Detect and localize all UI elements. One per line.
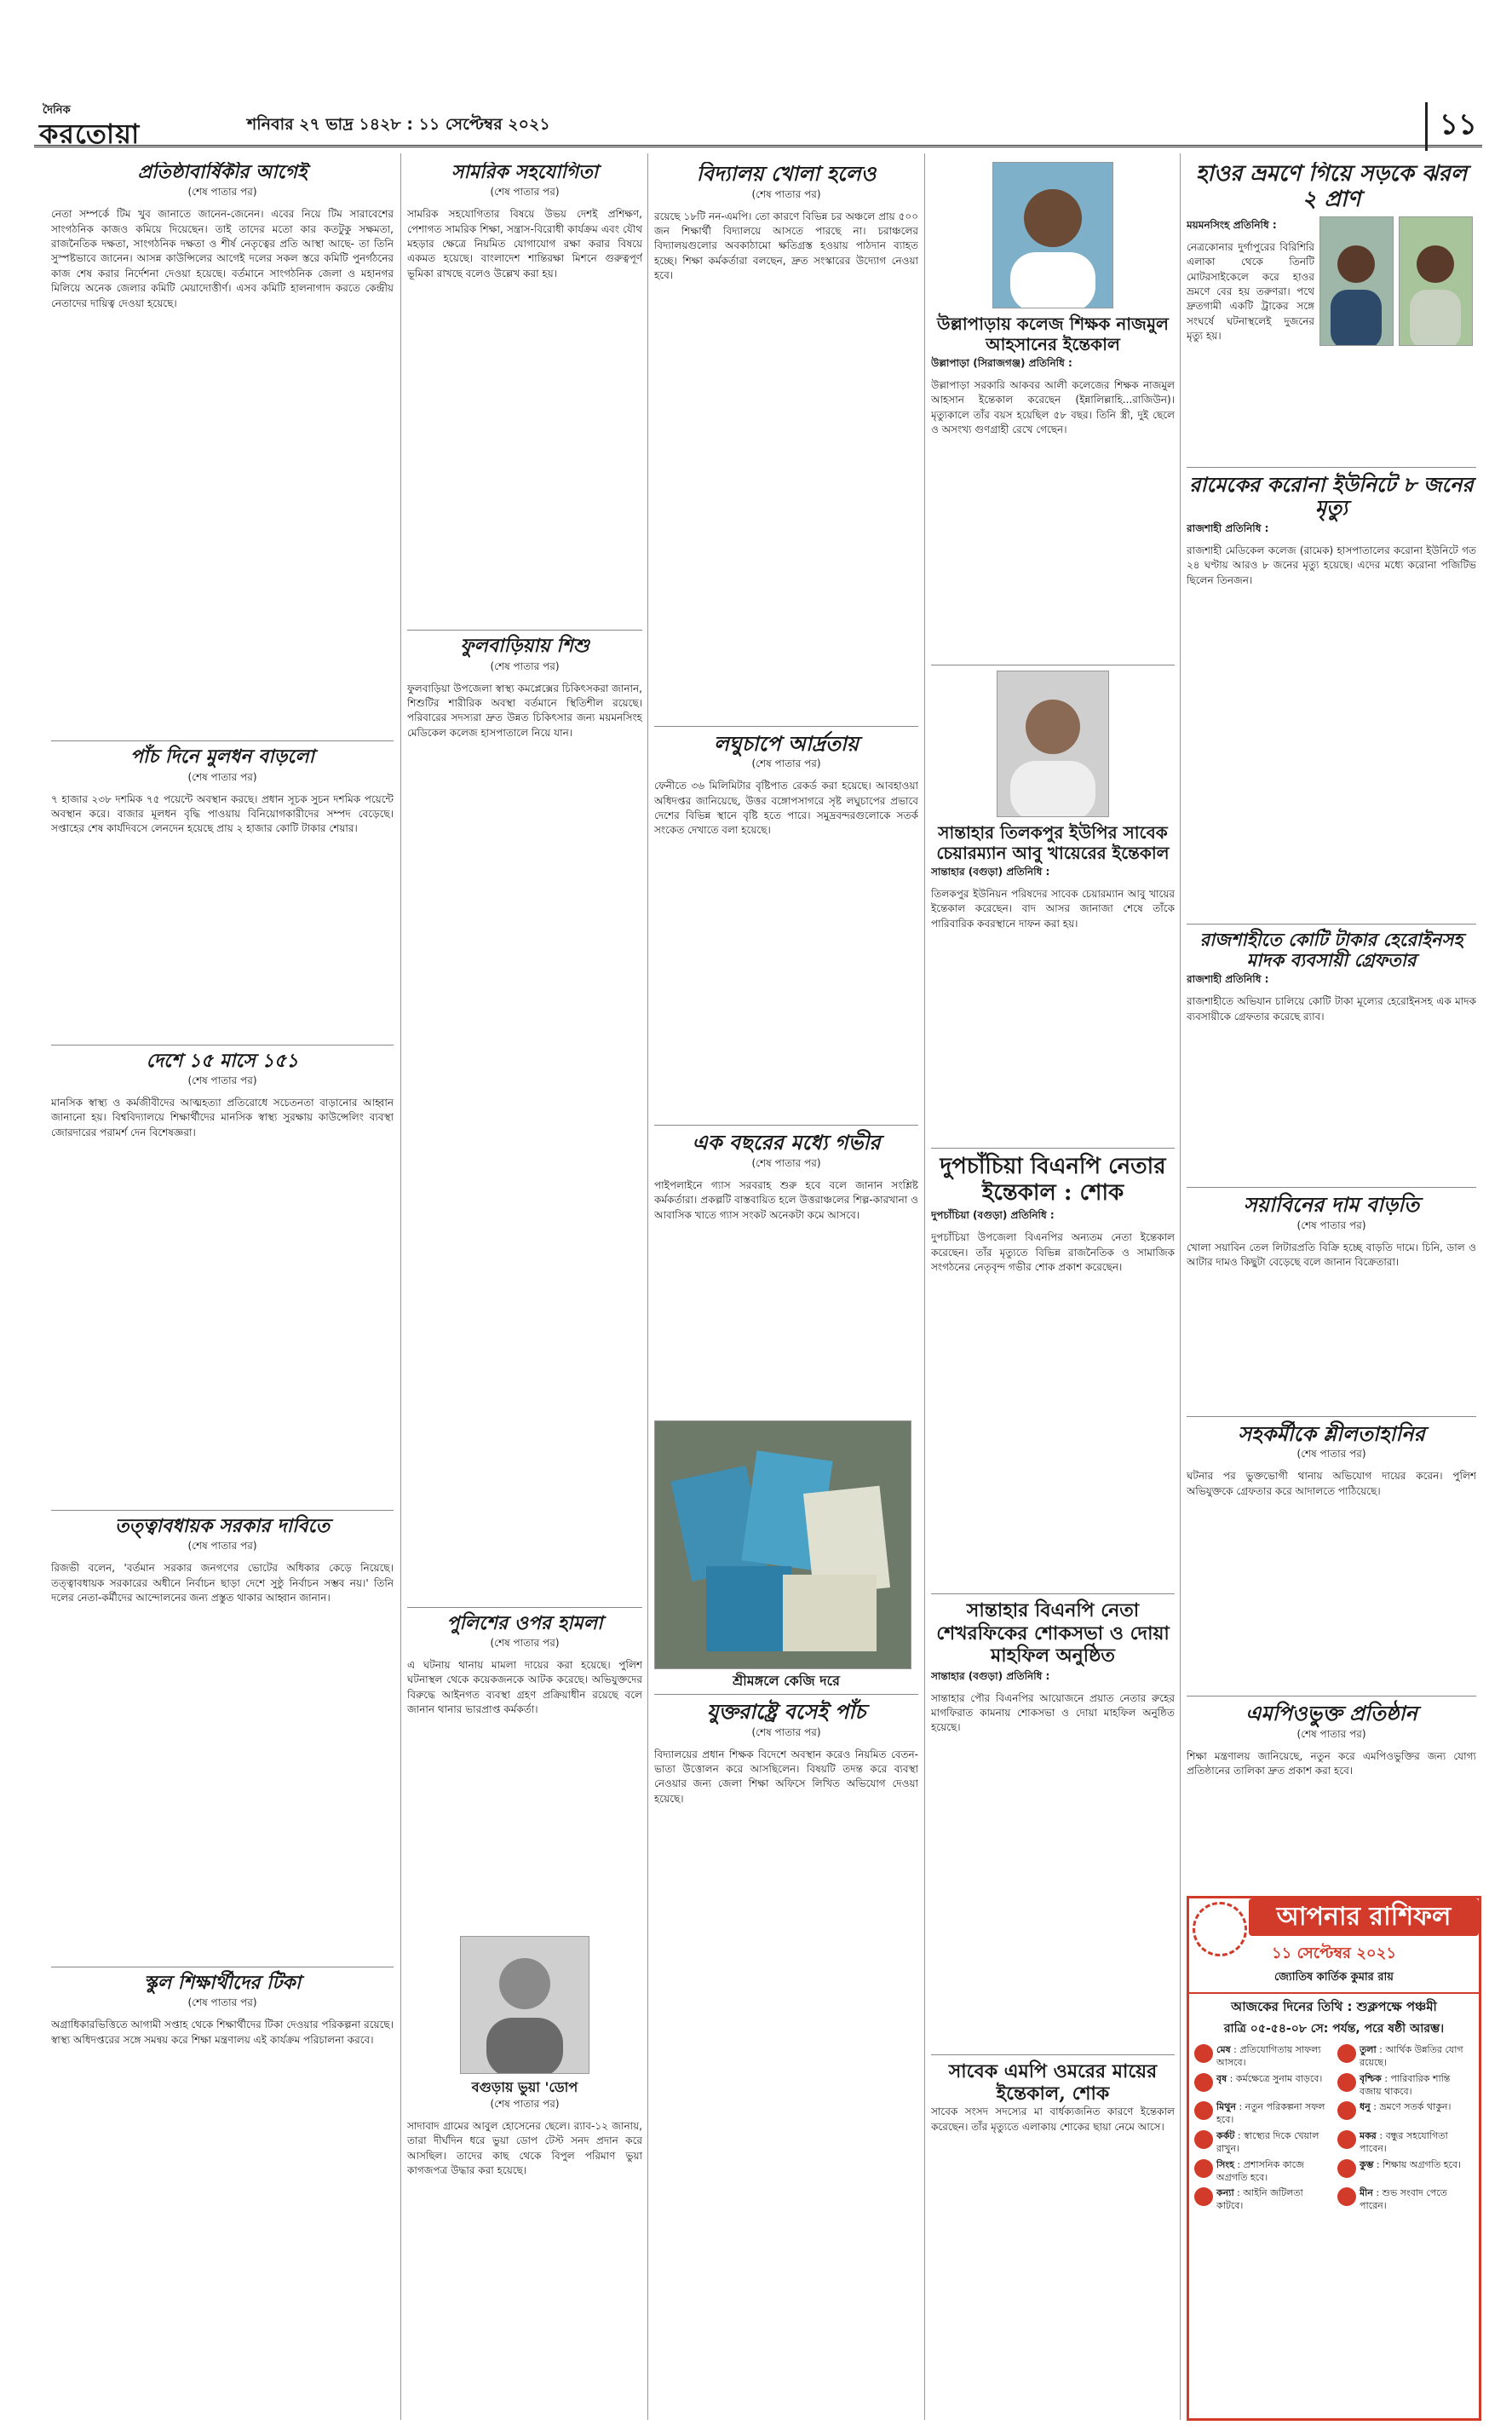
headline: সহকর্মীকে শ্লীলতাহানির xyxy=(1238,1420,1425,1446)
zodiac-text: আইনি জটিলতা কাটবে। xyxy=(1216,2187,1303,2212)
article-body: খোলা সয়াবিন তেল লিটারপ্রতি বিক্রি হচ্ছে বাড়তি দামে। চিনি, ডাল ও আটার দামও কিছুটা বেড়েছে বলে জানান বিক্রেতারা। xyxy=(1187,1241,1476,1269)
zodiac-text: ভ্রমণে সতর্ক থাকুন। xyxy=(1379,2101,1452,2113)
zodiac-wheel-icon xyxy=(1193,1902,1247,1956)
column-2 xyxy=(407,162,642,2420)
logo-small: দৈনিক xyxy=(43,104,71,117)
article-body: বিদ্যালয়ের প্রধান শিক্ষক বিদেশে অবস্থান করেও নিয়মিত বেতন-ভাতা উত্তোলন করে আসছিলেন। বিষয়টি তদন্ত করে ব্যবস্থা নেওয়ার জন্য জেলা শিক্ষা অফিসে লিখিত অভিযোগ দেওয়া হয়েছে। xyxy=(654,1748,918,1805)
article-a3 xyxy=(51,1051,394,1505)
zodiac-text: নতুন পরিকল্পনা সফল হবে। xyxy=(1216,2101,1325,2126)
article-body: ঘটনার পর ভুক্তভোগী থানায় অভিযোগ দায়ের করেন। পুলিশ অভিযুক্তকে গ্রেফতার করে আদালতে পাঠিয়েছে। xyxy=(1187,1470,1476,1497)
continuation: (শেষ পাতার পর) xyxy=(490,186,560,199)
zodiac-item: তুলা : আর্থিক উন্নতির যোগ রয়েছে। xyxy=(1337,2044,1474,2070)
column-rule xyxy=(647,153,648,2420)
newspaper-logo xyxy=(34,102,230,150)
zodiac-text: বন্ধুর সহযোগিতা পাবেন। xyxy=(1360,2130,1448,2154)
article-a2 xyxy=(51,746,394,1039)
article-body: রয়েছে ১৮টি নন-এমপি। তো কারণে বিভিন্ন চর অঞ্চলে প্রায় ৫০০ জন শিক্ষার্থী বিদ্যালয়ে আসতে পারছে না। চরাঞ্চলের বিদ্যালয়গুলোর অবকাঠামো ক্ষতিগ্রস্ত হওয়ায় পাঠদান ব্যাহত হচ্ছে। শিক্ষা কর্মকর্তারা বলছেন, দ্রুত সংস্কারের উদ্যোগ নেওয়া হবে। xyxy=(654,210,918,282)
zodiac-name: মীন xyxy=(1360,2187,1373,2199)
zodiac-item: মীন : শুভ সংবাদ পেতে পারেন। xyxy=(1337,2187,1474,2213)
zodiac-sign-icon xyxy=(1194,2130,1213,2149)
person-photo xyxy=(460,1936,589,2074)
zodiac-grid xyxy=(1189,2044,1479,2213)
zodiac-name: বৃষ xyxy=(1216,2072,1227,2084)
dateline-local: দুপচাঁচিয়া (বগুড়া) প্রতিনিধি : xyxy=(931,1209,1055,1222)
article-body: মানসিক স্বাস্থ্য ও কর্মজীবীদের আত্মহত্যা প্রতিরোধে সচেতনতা বাড়ানোর আহ্বান জানানো হয়। বিশ্ববিদ্যালয়ে শিক্ষার্থীদের মানসিক স্বাস্থ্য সুরক্ষায় কাউন্সেলিং ব্যবস্থা জোরদারের পরামর্শ দেন বিশেষজ্ঞরা। xyxy=(51,1096,394,1138)
continuation: (শেষ পাতার পর) xyxy=(751,187,821,200)
headline: ফুলবাড়িয়ায় শিশু xyxy=(460,635,589,658)
continuation: (শেষ পাতার পর) xyxy=(490,2098,560,2111)
headline: হাওর ভ্রমণে গিয়ে সড়কে ঝরল ২ প্রাণ xyxy=(1195,162,1468,212)
zodiac-text: কর্মক্ষেত্রে সুনাম বাড়বে। xyxy=(1235,2072,1323,2084)
zodiac-text: প্রতিযোগিতায় সাফল্য আসবে। xyxy=(1216,2044,1321,2068)
zodiac-item: কুম্ভ : শিক্ষায় অগ্রগতি হবে। xyxy=(1337,2159,1474,2185)
zodiac-item: ধনু : ভ্রমণে সতর্ক থাকুন। xyxy=(1337,2101,1474,2127)
zodiac-sign-icon xyxy=(1337,2130,1356,2149)
dateline-local: রাজশাহী প্রতিনিধি : xyxy=(1187,973,1269,986)
article-body: উল্লাপাড়া সরকারি আকবর আলী কলেজের শিক্ষক নাজমুল আহসান ইন্তেকাল করেছেন (ইন্নালিল্লাহি...রাজিউন)। মৃত্যুকালে তাঁর বয়স হয়েছিল ৫৮ বছর। তিনি স্ত্রী, দুই ছেলে ও অসংখ্য গুণগ্রাহী রেখে গেছেন। xyxy=(931,379,1175,436)
headline: পুলিশের ওপর হামলা xyxy=(446,1611,603,1634)
zodiac-text: স্বাস্থ্যের দিকে খেয়াল রাখুন। xyxy=(1216,2130,1319,2154)
continuation: (শেষ পাতার পর) xyxy=(490,1636,560,1649)
continuation: (শেষ পাতার পর) xyxy=(187,186,257,199)
article-e6 xyxy=(1187,1702,1476,1886)
logo-big: করতোয়া xyxy=(39,118,141,150)
horoscope-box xyxy=(1187,1896,1481,2421)
dateline: শনিবার ২৭ ভাদ্র ১৪২৮ : ১১ সেপ্টেম্বর ২০২১ xyxy=(247,115,550,134)
article-d5 xyxy=(931,2060,1175,2420)
continuation: (শেষ পাতার পর) xyxy=(187,1996,257,2009)
article-c4 xyxy=(654,1700,918,2157)
zodiac-name: বৃশ্চিক xyxy=(1360,2072,1382,2084)
headline: রামেকের করোনা ইউনিটে ৮ জনের মৃত্যু xyxy=(1189,471,1474,521)
masthead xyxy=(34,101,1482,150)
continuation: (শেষ পাতার পর) xyxy=(1296,1448,1366,1460)
zodiac-sign-icon xyxy=(1194,2187,1213,2206)
article-body: অগ্রাধিকারভিত্তিতে আগামী সপ্তাহ থেকে শিক্ষার্থীদের টিকা দেওয়ার পরিকল্পনা রয়েছে। স্বাস্থ্য অধিদপ্তরের সঙ্গে সমন্বয় করে শিক্ষা মন্ত্রণালয় এই কার্যক্রম পরিচালনা করবে। xyxy=(51,2019,394,2046)
column-5 xyxy=(1187,162,1476,1887)
zodiac-item: বৃষ : কর্মক্ষেত্রে সুনাম বাড়বে। xyxy=(1194,2073,1331,2099)
article-body: তিলকপুর ইউনিয়ন পরিষদের সাবেক চেয়ারম্যান আবু খায়ের ইন্তেকাল করেছেন। বাদ আসর জানাজা শেষে তাঁকে পারিবারিক কবরস্থানে দাফন করা হয়। xyxy=(931,888,1175,930)
victim-photo xyxy=(1319,216,1394,346)
headline: সামরিক সহযোগিতা xyxy=(451,162,599,183)
zodiac-sign-icon xyxy=(1337,2159,1356,2178)
horoscope-author: জ্যোতিষ কার্তিক কুমার রায় xyxy=(1274,1971,1394,1984)
headline: স্কুল শিক্ষার্থীদের টিকা xyxy=(143,1972,302,1995)
person-silhouette-icon xyxy=(461,1937,589,2073)
headline: এক বছরের মধ্যে গভীর xyxy=(692,1130,881,1155)
person-photo xyxy=(992,162,1113,308)
zodiac-name: কুম্ভ xyxy=(1360,2158,1374,2170)
headline: দুপচাঁচিয়া বিএনপি নেতার ইন্তেকাল : শোক xyxy=(940,1154,1166,1207)
headline: দেশে ১৫ মাসে ১৫১ xyxy=(146,1049,299,1072)
zodiac-name: মিথুন xyxy=(1216,2101,1236,2113)
zodiac-sign-icon xyxy=(1337,2073,1356,2092)
dateline-local: সান্তাহার (বগুড়া) প্রতিনিধি : xyxy=(931,1669,1050,1682)
article-a4 xyxy=(51,1516,394,1962)
headline: যুক্তরাষ্ট্রে বসেই পাঁচ xyxy=(706,1698,866,1724)
zodiac-sign-icon xyxy=(1337,2187,1356,2206)
column-4 xyxy=(931,162,1175,2420)
article-body: দুপচাঁচিয়া উপজেলা বিএনপির অন্যতম নেতা ইন্তেকাল করেছেন। তাঁর মৃত্যুতে বিভিন্ন রাজনৈতিক ও সামাজিক সংগঠনের নেতৃবৃন্দ গভীর শোক প্রকাশ করেছেন। xyxy=(931,1231,1175,1274)
article-body: রিজভী বলেন, 'বর্তমান সরকার জনগণের ভোটের অধিকার কেড়ে নিয়েছে। তত্ত্বাবধায়ক সরকারের অধীনে নির্বাচন ছাড়া দেশে সুষ্ঠু নির্বাচন সম্ভব নয়।' তিনি দলের নেতা-কর্মীদের আন্দোলনের জন্য প্রস্তুত থাকার আহ্বান জানান। xyxy=(51,1562,394,1604)
zodiac-item: কন্যা : আইনি জটিলতা কাটবে। xyxy=(1194,2187,1331,2213)
continuation: (শেষ পাতার পর) xyxy=(751,758,821,770)
column-3 xyxy=(654,162,918,2420)
article-e1 xyxy=(1187,162,1476,462)
article-body: পাইপলাইনে গ্যাস সরবরাহ শুরু হবে বলে জানান সংশ্লিষ্ট কর্মকর্তারা। প্রকল্পটি বাস্তবায়িত হলে উত্তরাঞ্চলের শিল্প-কারখানা ও আবাসিক খাতে গ্যাস সংকট অনেকটা কমে আসবে। xyxy=(654,1178,918,1221)
article-c1 xyxy=(654,162,918,721)
zodiac-name: ধনু xyxy=(1360,2101,1371,2113)
article-b3 xyxy=(407,1613,642,1931)
article-b1 xyxy=(407,162,642,625)
continuation: (শেষ পাতার পর) xyxy=(187,1540,257,1552)
dateline-local: সান্তাহার (বগুড়া) প্রতিনিধি : xyxy=(931,866,1050,878)
column-rule xyxy=(1180,153,1181,2420)
article-e2 xyxy=(1187,473,1476,919)
article-body: ফেনীতে ৩৬ মিলিমিটার বৃষ্টিপাত রেকর্ড করা হয়েছে। আবহাওয়া অধিদপ্তর জানিয়েছে, উত্তর বঙ্গোপসাগরে সৃষ্ট লঘুচাপের প্রভাবে দেশের বিভিন্ন স্থানে বৃষ্টি হতে পারে। সমুদ্রবন্দরগুলোকে সতর্ক সংকেত দেখাতে বলা হয়েছে। xyxy=(654,780,918,837)
headline: লঘুচাপে আর্দ্রতায় xyxy=(714,730,859,756)
zodiac-item: কর্কট : স্বাস্থ্যের দিকে খেয়াল রাখুন। xyxy=(1194,2130,1331,2156)
headline: তত্ত্বাবধায়ক সরকার দাবিতে xyxy=(115,1514,330,1537)
article-body: ৭ হাজার ২৩৮ দশমিক ৭৫ পয়েন্টে অবস্থান করছে। প্রধান সূচক সুচন দশমিক পয়েন্টে অবস্থান করে। বাজার মূলধন বৃদ্ধি পাওয়ায় বিনিয়োগকারীদের সম্পদ বেড়েছে। সপ্তাহের শেষ কার্যদিবসে লেনদেন হয়েছে প্রায় ২ হাজার কোটি টাকার শেয়ার। xyxy=(51,792,394,835)
zodiac-name: কন্যা xyxy=(1216,2187,1234,2199)
article-d1 xyxy=(931,314,1175,660)
article-body: ফুলবাড়িয়া উপজেলা স্বাস্থ্য কমপ্লেক্সের চিকিৎসকরা জানান, শিশুটির শারীরিক অবস্থা বর্তমানে স্থিতিশীল রয়েছে। পরিবারের সদস্যরা দ্রুত উন্নত চিকিৎসার জন্য ময়মনসিংহ মেডিকেল কলেজ হাসপাতালে নিয়ে যান। xyxy=(407,682,642,739)
article-body: সামরিক সহযোগিতার বিষয়ে উভয় দেশই প্রশিক্ষণ, পেশাগত সামরিক শিক্ষা, সন্ত্রাস-বিরোধী কার্যক্রম এবং যৌথ মহড়ার ক্ষেত্রে নিয়মিত যোগাযোগ রক্ষা করার বিষয়ে একমত হয়েছে। বাংলাদেশ শান্তিরক্ষা মিশনে গুরুত্বপূর্ণ ভূমিকা রাখছে বলেও উল্লেখ করা হয়। xyxy=(407,208,642,279)
column-rule xyxy=(400,153,401,2420)
article-e3 xyxy=(1187,930,1476,1182)
zodiac-text: পারিবারিক শান্তি বজায় থাকবে। xyxy=(1360,2072,1451,2097)
photo-caption: শ্রীমঙ্গলে কেজি দরে xyxy=(733,1672,840,1689)
person-silhouette-icon xyxy=(1400,217,1472,345)
article-a5 xyxy=(51,1973,394,2205)
zodiac-sign-icon xyxy=(1194,2159,1213,2178)
article-body: রাজশাহীতে অভিযান চালিয়ে কোটি টাকা মূল্যের হেরোইনসহ এক মাদক ব্যবসায়ীকে গ্রেফতার করেছে র‌্যাব। xyxy=(1187,995,1476,1023)
zodiac-sign-icon xyxy=(1194,2101,1213,2120)
zodiac-sign-icon xyxy=(1337,2101,1356,2120)
article-body: শিক্ষা মন্ত্রণালয় জানিয়েছে, নতুন করে এমপিওভুক্তির জন্য যোগ্য প্রতিষ্ঠানের তালিকা দ্রুত প্রকাশ করা হবে। xyxy=(1187,1750,1476,1777)
article-a1 xyxy=(51,162,394,735)
dateline-local: রাজশাহী প্রতিনিধি : xyxy=(1187,521,1269,534)
zodiac-item: সিংহ : প্রশাসনিক কাজে অগ্রগতি হবে। xyxy=(1194,2159,1331,2185)
continuation: (শেষ পাতার পর) xyxy=(187,770,257,783)
zodiac-sign-icon xyxy=(1194,2073,1213,2092)
person-photo xyxy=(997,671,1109,817)
article-d4 xyxy=(931,1599,1175,2048)
zodiac-text: শুভ সংবাদ পেতে পারেন। xyxy=(1360,2187,1447,2212)
zodiac-name: মকর xyxy=(1360,2130,1377,2142)
article-c3 xyxy=(654,1131,918,1417)
person-silhouette-icon xyxy=(997,671,1108,816)
continuation: (শেষ পাতার পর) xyxy=(1296,1728,1366,1741)
victim-photo xyxy=(1399,216,1473,346)
continuation: (শেষ পাতার পর) xyxy=(1296,1218,1366,1231)
zodiac-text: শিক্ষায় অগ্রগতি হবে। xyxy=(1383,2158,1461,2170)
zodiac-sign-icon xyxy=(1194,2044,1213,2063)
headline: সাবেক এমপি ওমরের মায়ের ইন্তেকাল, শোক xyxy=(948,2059,1158,2105)
dateline-local: ময়মনসিংহ প্রতিনিধি : xyxy=(1187,218,1277,231)
headline: উল্লাপাড়ায় কলেজ শিক্ষক নাজমুল আহসানের ইন্তেকাল xyxy=(937,314,1169,354)
zodiac-item: মকর : বন্ধুর সহযোগিতা পাবেন। xyxy=(1337,2130,1474,2156)
column-1 xyxy=(51,162,394,2420)
zodiac-text: প্রশাসনিক কাজে অগ্রগতি হবে। xyxy=(1216,2158,1304,2183)
books-photo xyxy=(654,1420,911,1669)
horoscope-title: আপনার রাশিফল xyxy=(1249,1898,1479,1936)
headline: সান্তাহার তিলকপুর ইউপির সাবেক চেয়ারম্যান আবু খায়েরের ইন্তেকাল xyxy=(936,822,1170,863)
zodiac-item: মেষ : প্রতিযোগিতায় সাফল্য আসবে। xyxy=(1194,2044,1331,2070)
column-rule xyxy=(924,153,925,2420)
books-stack-icon xyxy=(655,1421,911,1668)
headline: এমপিওভুক্ত প্রতিষ্ঠান xyxy=(1245,1701,1417,1726)
article-e5 xyxy=(1187,1422,1476,1691)
article-body: রাজশাহী মেডিকেল কলেজ (রামেক) হাসপাতালের করোনা ইউনিটে গত ২৪ ঘণ্টায় আরও ৮ জনের মৃত্যু হয়েছে। এদের মধ্যে করোনা পজিটিভ ছিলেন তিনজন। xyxy=(1187,544,1476,586)
zodiac-item: বৃশ্চিক : পারিবারিক শান্তি বজায় থাকবে। xyxy=(1337,2073,1474,2099)
tithi-time: রাত্রি ০৫-৫৪-০৮ সে: পর্যন্ত, পরে ষষ্ঠী আরম্ভ। xyxy=(1223,2022,1445,2036)
person-silhouette-icon xyxy=(993,163,1112,308)
article-body: নেতা সম্পর্কে টিম খুব জানাতে জানেন-জেনেন। এবের নিয়ে টিম সারাবেশের সাংগঠনিক কাজও কমিয়ে দিয়েছেন। তাই তাদের মতো কার কতটুকু সক্ষমতা, রাজনৈতিক দক্ষতা, সাংগঠনিক দক্ষতা ও শীর্ষ নেতৃত্বের প্রতি আস্থা আছে- তা তিনি সুস্পষ্টভাবে জানেন। আসন্ন কাউন্সিলের আগেই দলের সকল স্তরে কমিটি পুনর্গঠনের কাজ শেষ করার নির্দেশনা দেওয়া হয়েছে। বর্তমানে সাংগঠনিক জেলা ও মহানগর মিলিয়ে অনেক জেলার কমিটি মেয়াদোত্তীর্ণ। এসব কমিটি হালনাগাদ করতে কেন্দ্রীয় নেতাদের দায়িত্ব দেওয়া হয়েছে। xyxy=(51,208,394,309)
article-c2 xyxy=(654,732,918,1120)
headline: পাঁচ দিনে মুলধন বাড়লো xyxy=(130,746,314,769)
dateline-local: উল্লাপাড়া (সিরাজগঞ্জ) প্রতিনিধি : xyxy=(931,357,1072,369)
article-body: সাদাবাদ গ্রামের আবুল হোসেনের ছেলে। র‌্যাব-১২ জানায়, তারা দীর্ঘদিন ধরে ভুয়া ডোপ টেস্ট সনদ প্রদান করে আসছিল। তাদের কাছ থেকে বিপুল পরিমাণ ভুয়া কাগজপত্র উদ্ধার করা হয়েছে। xyxy=(407,2120,642,2177)
headline: প্রতিষ্ঠাবার্ষিকীর আগেই xyxy=(137,162,308,183)
article-body: এ ঘটনায় থানায় মামলা দায়ের করা হয়েছে। পুলিশ ঘটনাস্থল থেকে কয়েকজনকে আটক করেছে। অভিযুক্তদের বিরুদ্ধে আইনগত ব্যবস্থা গ্রহণ প্রক্রিয়াধীন রয়েছে বলে জানান থানার ভারপ্রাপ্ত কর্মকর্তা। xyxy=(407,1658,642,1716)
zodiac-name: মেষ xyxy=(1216,2044,1231,2055)
horoscope-date: ১১ সেপ্টেম্বর ২০২১ xyxy=(1271,1944,1397,1962)
headline: সান্তাহার বিএনপি নেতা শেখরফিকের শোকসভা ও দোয়া মাহফিল অনুষ্ঠিত xyxy=(936,1599,1170,1668)
zodiac-name: তুলা xyxy=(1360,2044,1377,2055)
page-number: ১১ xyxy=(1425,102,1477,151)
zodiac-sign-icon xyxy=(1337,2044,1356,2063)
article-e4 xyxy=(1187,1193,1476,1411)
article-d2 xyxy=(931,822,1175,1143)
article-b4 xyxy=(407,2079,642,2341)
article-body: নেত্রকোনার দুর্গাপুরের বিরিশিরি এলাকা থেকে তিনটি মোটরসাইকেলে করে হাওর ভ্রমণে বের হয় তরুণরা। পথে দ্রুতগামী একটি ট্রাকের সঙ্গে সংঘর্ষে ঘটনাস্থলেই দুজনের মৃত্যু হয়। xyxy=(1187,240,1314,343)
headline: বগুড়ায় ভুয়া 'ডোপ xyxy=(471,2078,578,2095)
continuation: (শেষ পাতার পর) xyxy=(751,1725,821,1738)
article-body: সান্তাহার পৌর বিএনপির আয়োজনে প্রয়াত নেতার রুহের মাগফিরাত কামনায় শোকসভা ও দোয়া মাহফিল অনুষ্ঠিত হয়েছে। xyxy=(931,1691,1175,1734)
zodiac-item: মিথুন : নতুন পরিকল্পনা সফল হবে। xyxy=(1194,2101,1331,2127)
person-silhouette-icon xyxy=(1320,217,1393,345)
article-body: সাবেক সংসদ সদস্যের মা বার্ধক্যজনিত কারণে ইন্তেকাল করেছেন। তাঁর মৃত্যুতে এলাকায় শোকের ছায়া নেমে আসে। xyxy=(931,2106,1175,2133)
continuation: (শেষ পাতার পর) xyxy=(187,1074,257,1086)
zodiac-name: সিংহ xyxy=(1216,2158,1234,2170)
tithi: আজকের দিনের তিথি : শুক্লপক্ষে পঞ্চমী xyxy=(1189,1992,1479,2019)
headline: বিদ্যালয় খোলা হলেও xyxy=(696,162,877,186)
zodiac-text: আর্থিক উন্নতির যোগ রয়েছে। xyxy=(1360,2044,1463,2068)
headline: সয়াবিনের দাম বাড়তি xyxy=(1243,1192,1420,1218)
article-b2 xyxy=(407,636,642,1601)
article-d3 xyxy=(931,1154,1175,1588)
zodiac-name: কর্কট xyxy=(1216,2130,1235,2142)
continuation: (শেষ পাতার পর) xyxy=(751,1156,821,1169)
continuation: (শেষ পাতার পর) xyxy=(490,660,560,672)
headline: রাজশাহীতে কোটি টাকার হেরোইনসহ মাদক ব্যবসায়ী গ্রেফতার xyxy=(1199,928,1463,971)
